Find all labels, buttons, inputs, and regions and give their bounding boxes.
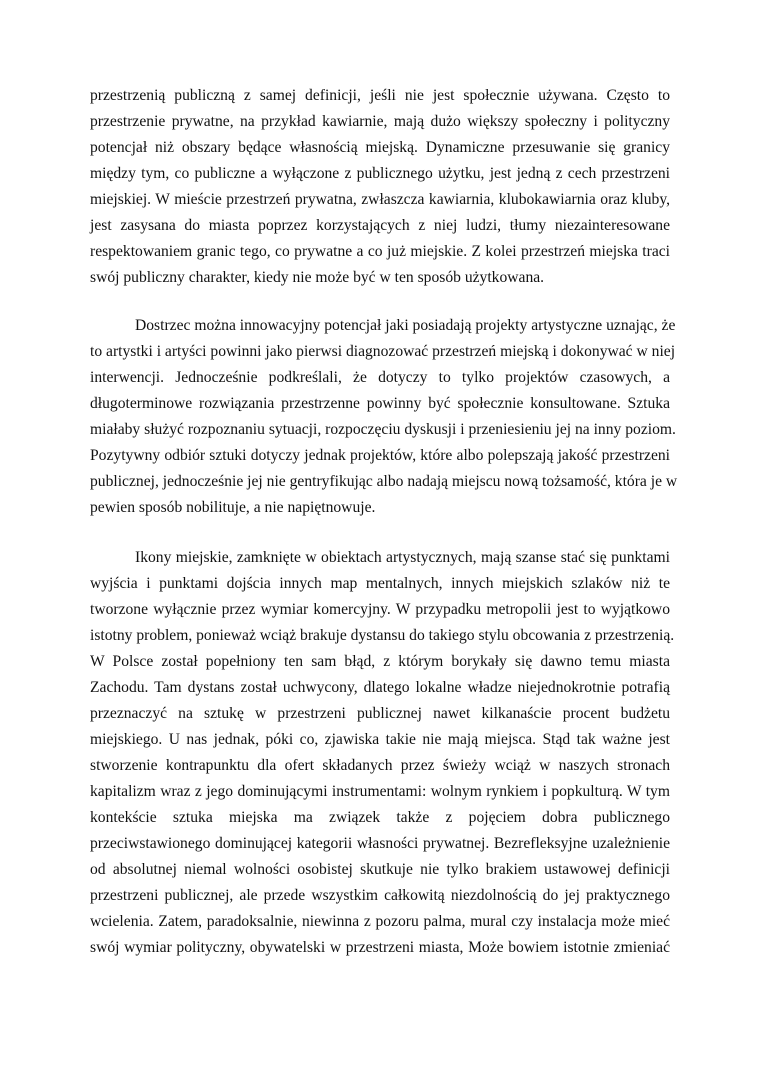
paragraph-2-line-3: interwencji. Jednocześnie podkreślali, że dotyczy to tylko projektów czasowych, a bbox=[90, 369, 670, 386]
paragraph-1-line-2: przestrzenie prywatne, na przykład kawiarnie, mają dużo większy społeczny i polityczny bbox=[90, 113, 670, 130]
paragraph-2-line-1: Dostrzec można innowacyjny potencjał jaki posiadają projekty artystyczne uznając, że bbox=[135, 317, 676, 334]
paragraph-3-line-4: istotny problem, ponieważ wciąż brakuje dystansu do takiego stylu obcowania z przestrzenią. bbox=[90, 627, 675, 644]
paragraph-3-line-6: Zachodu. Tam dystans został uchwycony, dlatego lokalne władze niejednokrotnie potrafią bbox=[90, 679, 670, 696]
paragraph-1-line-7: respektowaniem granic tego, co prywatne a co już miejskie. Z kolei przestrzeń miejska traci bbox=[90, 243, 670, 260]
paragraph-1-line-8: swój publiczny charakter, kiedy nie może być w ten sposób użytkowana. bbox=[90, 269, 545, 286]
paragraph-3-line-3: tworzone wyłącznie przez wymiar komercyjny. W przypadku metropolii jest to wyjątkowo bbox=[90, 601, 670, 618]
paragraph-3-line-12: przeciwstawionego dominującej kategorii własności prywatnej. Bezrefleksyjne uzależnienie bbox=[90, 835, 670, 852]
paragraph-2-line-5: miałaby służyć rozpoznaniu sytuacji, rozpoczęciu dyskusji i przeniesieniu jej na inny poziom. bbox=[90, 421, 676, 438]
paragraph-3-line-15: wcielenia. Zatem, paradoksalnie, niewinna z pozoru palma, mural czy instalacja może mieć bbox=[90, 913, 670, 930]
paragraph-3-line-13: od absolutnej niemal wolności osobistej skutkuje nie tylko brakiem ustawowej definicji bbox=[90, 861, 670, 878]
paragraph-1-line-5: miejskiej. W mieście przestrzeń prywatna, zwłaszcza kawiarnia, klubokawiarnia oraz kluby, bbox=[90, 191, 670, 208]
paragraph-3-line-10: kapitalizm wraz z jego dominującymi instrumentami: wolnym rynkiem i popkulturą. W tym bbox=[90, 783, 670, 800]
paragraph-2-line-8: pewien sposób nobilituje, a nie napiętnowuje. bbox=[90, 499, 376, 516]
paragraph-2-line-6: Pozytywny odbiór sztuki dotyczy jednak projektów, które albo polepszają jakość przestrzeni bbox=[90, 447, 670, 464]
paragraph-3-line-11: kontekście sztuka miejska ma związek także z pojęciem dobra publicznego bbox=[90, 809, 670, 826]
paragraph-3-line-14: przestrzeni publicznej, ale przede wszystkim całkowitą niezdolnością do jej praktycznego bbox=[90, 887, 670, 904]
paragraph-3-line-5: W Polsce został popełniony ten sam błąd, z którym borykały się dawno temu miasta bbox=[90, 653, 670, 670]
paragraph-1-line-1: przestrzenią publiczną z samej definicji, jeśli nie jest społecznie używana. Często to bbox=[90, 87, 670, 104]
paragraph-3-line-7: przeznaczyć na sztukę w przestrzeni publicznej nawet kilkanaście procent budżetu bbox=[90, 705, 670, 722]
paragraph-2-line-2: to artystki i artyści powinni jako pierwsi diagnozować przestrzeń miejską i dokonywać w niej bbox=[90, 343, 676, 360]
paragraph-1-line-4: między tym, co publiczne a wyłączone z publicznego użytku, jest jedną z cech przestrzeni bbox=[90, 165, 670, 182]
paragraph-2-line-4: długoterminowe rozwiązania przestrzenne powinny być społecznie konsultowane. Sztuka bbox=[90, 395, 670, 412]
paragraph-3-line-1: Ikony miejskie, zamknięte w obiektach artystycznych, mają szanse stać się punktami bbox=[135, 549, 670, 566]
paragraph-1-line-3: potencjał niż obszary będące własnością miejską. Dynamiczne przesuwanie się granicy bbox=[90, 139, 670, 156]
paragraph-1-line-6: jest zasysana do miasta poprzez korzystających z niej ludzi, tłumy niezainteresowane bbox=[90, 217, 670, 234]
paragraph-3-line-9: stworzenie kontrapunktu dla ofert składanych przez świeży wciąż w naszych stronach bbox=[90, 757, 670, 774]
paragraph-2-line-7: publicznej, jednocześnie jej nie gentryfikując albo nadają miejscu nową tożsamość, która je w bbox=[90, 473, 678, 490]
paragraph-3-line-2: wyjścia i punktami dojścia innych map mentalnych, innych miejskich szlaków niż te bbox=[90, 575, 670, 592]
paragraph-3-line-16: swój wymiar polityczny, obywatelski w przestrzeni miasta, Może bowiem istotnie zmieniać bbox=[90, 939, 670, 956]
paragraph-3-line-8: miejskiego. U nas jednak, póki co, zjawiska takie nie mają miejsca. Stąd tak ważne jest bbox=[90, 731, 670, 748]
